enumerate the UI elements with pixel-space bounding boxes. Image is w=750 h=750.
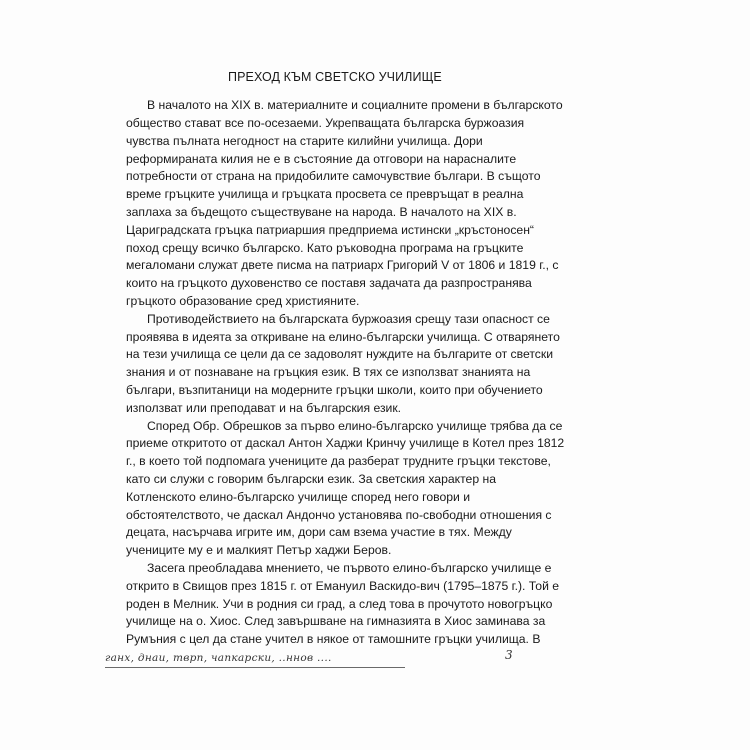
document-title: ПРЕХОД КЪМ СВЕТСКО УЧИЛИЩЕ (228, 70, 442, 84)
handwritten-footer-note: ганх, днаи, тврп, чапкарски, ..ннов .... (105, 652, 332, 664)
page-number: 3 (505, 648, 513, 662)
body-line: общество стават все по-осезаеми. Укрепващата българска буржоазия (126, 116, 525, 130)
body-line: училище на о. Хиос. След завършване на гимназията в Хиос заминава за (126, 614, 546, 628)
body-line: приеме откритото от даскал Антон Хаджи Кринчу училище в Котел през 1812 (126, 436, 565, 450)
footer-underline (105, 667, 405, 668)
body-line: Котленското елино-българско училище според него говори и (126, 490, 471, 504)
body-line: г., в което той подпомага учениците да разберат трудните гръцки текстове, (126, 454, 551, 468)
body-line: използват или преподават и на българския език. (126, 401, 402, 415)
body-line: мегаломани служат двете писма на патриарх Григорий V от 1806 и 1819 г., с (126, 258, 559, 272)
body-line: децата, насърчава игрите им, дори сам взема участие в тях. Между (126, 525, 512, 539)
body-line: българи, възпитаници на модерните гръцки школи, които при обучението (126, 383, 543, 397)
body-line: гръцкото образование сред християните. (126, 294, 360, 308)
body-line: Засега преобладава мнението, че първото елино-българско училище е (147, 561, 552, 575)
body-line: Противодействието на българската буржоазия срещу тази опасност се (147, 312, 550, 326)
body-line: потребности от страна на придобилите самочувствие българи. В същото (126, 169, 541, 183)
body-line: проявява в идеята за откриване на елино-български училища. С отварянето (126, 330, 560, 344)
body-line: знания и от познаване на гръцкия език. В тях се използват знанията на (126, 365, 531, 379)
body-line: чувства пълната негодност на старите килийни училища. Дори (126, 134, 483, 148)
body-line: реформираната килия не е в състояние да отговори на нарасналите (126, 152, 517, 166)
body-line: открито в Свищов през 1815 г. от Емануил Васкидо-вич (1795–1875 г.). Той е (126, 579, 560, 593)
body-line: Цариградската гръцка патриаршия предприема истински „кръстоносен“ (126, 223, 534, 237)
body-line: на тези училища се цели да се задоволят нуждите на българите от светски (126, 347, 554, 361)
body-line: които на гръцкото духовенство се поставя задачата да разпространява (126, 276, 532, 290)
body-line: поход срещу всичко българско. Като ръководна програма на гръцките (126, 241, 524, 255)
body-line: Според Обр. Обрешков за първо елино-българско училище трябва да се (147, 419, 563, 433)
body-line: учениците му е и малкият Петър хаджи Беров. (126, 543, 392, 557)
body-line: В началото на XIX в. материалните и социалните промени в българското (147, 98, 563, 112)
body-line: обстоятелството, че даскал Андончо установява по-свободни отношения с (126, 508, 552, 522)
body-line: роден в Мелник. Учи в родния си град, а след това в прочутото новогръцко (126, 597, 553, 611)
body-line: Румъния с цел да стане учител в някое от тамошните гръцки училища. В (126, 632, 541, 646)
body-line: заплаха за бъдещото съществуване на народа. В началото на XIX в. (126, 205, 517, 219)
body-line: като си служи с говорим български език. За светския характер на (126, 472, 497, 486)
body-line: време гръцките училища и гръцката просвета се превръщат в реална (126, 187, 524, 201)
